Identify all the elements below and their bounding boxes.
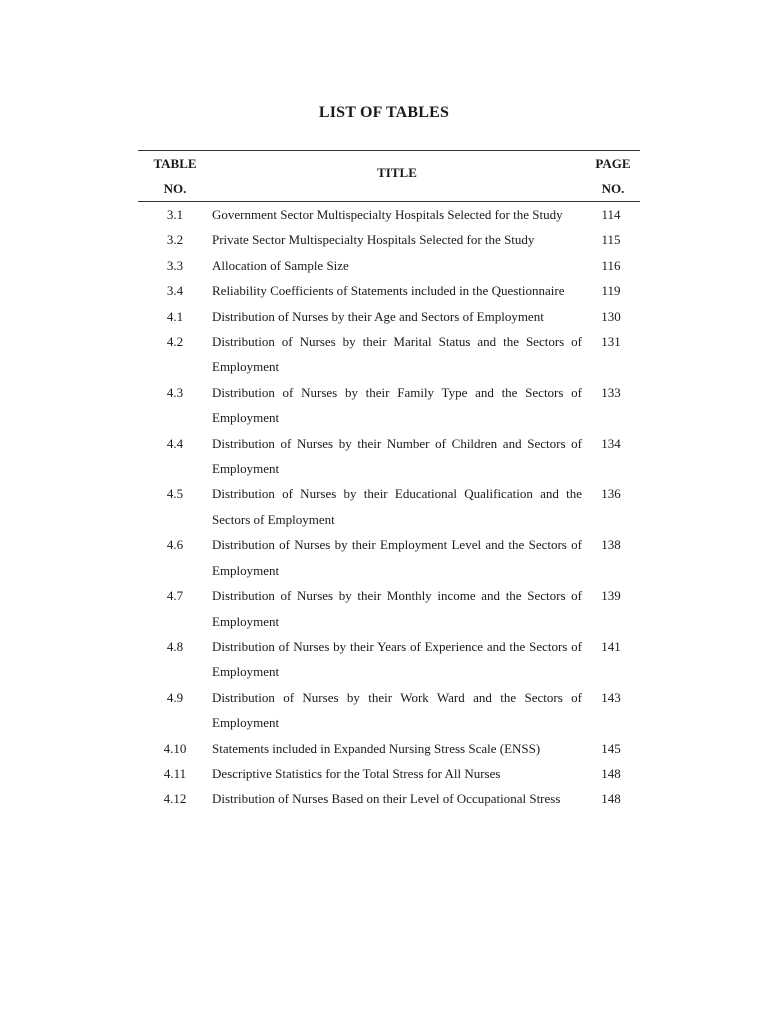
- column-header-table-no: [138, 151, 212, 201]
- table-title: Descriptive Statistics for the Total Stress for All Nurses: [212, 765, 501, 781]
- page-number: 116: [601, 257, 621, 273]
- page-number: 114: [601, 207, 621, 222]
- table-rows: [138, 202, 640, 812]
- page-title: LIST OF TABLES: [318, 104, 450, 121]
- page-number: 133: [601, 384, 621, 400]
- table-title: Distribution of Nurses by their Monthly income and the Sectors of Employment: [212, 588, 582, 629]
- page-number: 119: [601, 283, 621, 299]
- column-header-title: TITLE: [377, 165, 417, 180]
- table-row: [138, 329, 640, 380]
- column-header-page-no-line1: PAGE: [595, 156, 631, 171]
- page-number: 141: [601, 638, 621, 654]
- table-row: [138, 202, 640, 227]
- table-title: Reliability Coefficients of Statements included in the Questionnaire: [212, 283, 565, 299]
- table-number: 4.2: [166, 334, 184, 350]
- table-number: 4.8: [166, 638, 184, 654]
- table-number: 3.1: [166, 207, 184, 222]
- table-title: Distribution of Nurses by their Number of Children and Sectors of Employment: [212, 435, 582, 477]
- table-number: 3.2: [166, 232, 184, 248]
- table-title: Distribution of Nurses Based on their Level of Occupational Stress: [212, 791, 561, 807]
- table-row: [138, 481, 640, 532]
- table-title: Distribution of Nurses by their Work Ward and the Sectors of Employment: [212, 689, 582, 731]
- table-number: 3.4: [166, 283, 184, 299]
- table-title: Allocation of Sample Size: [212, 257, 349, 273]
- column-header-table-no-line1: TABLE: [153, 156, 197, 171]
- table-number: 4.5: [166, 486, 184, 502]
- table-number: 4.9: [166, 689, 184, 705]
- table-title: Government Sector Multispecialty Hospitals Selected for the Study: [212, 207, 563, 222]
- page-number: 138: [601, 537, 621, 553]
- page-number: 130: [601, 308, 621, 324]
- table-title: Distribution of Nurses by their Marital Status and the Sectors of Employment: [212, 334, 582, 375]
- table-row: [138, 583, 640, 634]
- page-number: 131: [601, 334, 621, 350]
- table-row: [138, 304, 640, 329]
- page-number: 115: [601, 232, 621, 248]
- table-row: [138, 532, 640, 583]
- table-title: Distribution of Nurses by their Family Type and the Sectors of Employment: [212, 384, 582, 426]
- page-number: 143: [601, 689, 621, 705]
- table-row: [138, 685, 640, 736]
- table-number: 4.6: [166, 537, 184, 553]
- page-number: 134: [601, 435, 621, 451]
- table-title: Statements included in Expanded Nursing Stress Scale (ENSS): [212, 740, 541, 756]
- page-number: 148: [601, 791, 621, 807]
- table-number: 3.3: [166, 257, 184, 273]
- list-of-tables: [138, 150, 640, 812]
- page-number: 139: [601, 588, 621, 604]
- table-number: 4.3: [166, 384, 184, 400]
- table-title: Distribution of Nurses by their Years of Experience and the Sectors of Employment: [212, 638, 582, 680]
- table-row: [138, 227, 640, 252]
- column-header-page-no-line2: NO.: [601, 181, 625, 196]
- table-row: [138, 278, 640, 303]
- table-number: 4.10: [163, 740, 187, 756]
- table-number: 4.1: [166, 308, 184, 324]
- table-row: [138, 736, 640, 761]
- page-number: 148: [601, 765, 621, 781]
- table-row: [138, 761, 640, 786]
- table-number: 4.12: [163, 791, 187, 807]
- page-number: 136: [601, 486, 621, 502]
- table-title: Private Sector Multispecialty Hospitals Selected for the Study: [212, 232, 535, 248]
- table-row: [138, 634, 640, 685]
- table-row: [138, 253, 640, 278]
- column-header-page-no: [586, 151, 640, 201]
- table-row: [138, 786, 640, 811]
- table-row: [138, 431, 640, 482]
- column-header-table-no-line2: NO.: [163, 181, 187, 196]
- table-number: 4.4: [166, 435, 184, 451]
- table-title: Distribution of Nurses by their Educational Qualification and the Sectors of Employment: [212, 486, 582, 527]
- table-number: 4.7: [166, 588, 184, 604]
- table-title: Distribution of Nurses by their Age and Sectors of Employment: [212, 308, 544, 324]
- table-title: Distribution of Nurses by their Employment Level and the Sectors of Employment: [212, 537, 582, 578]
- page-number: 145: [601, 740, 621, 756]
- table-number: 4.11: [163, 765, 187, 781]
- table-row: [138, 380, 640, 431]
- table-header: [138, 151, 640, 201]
